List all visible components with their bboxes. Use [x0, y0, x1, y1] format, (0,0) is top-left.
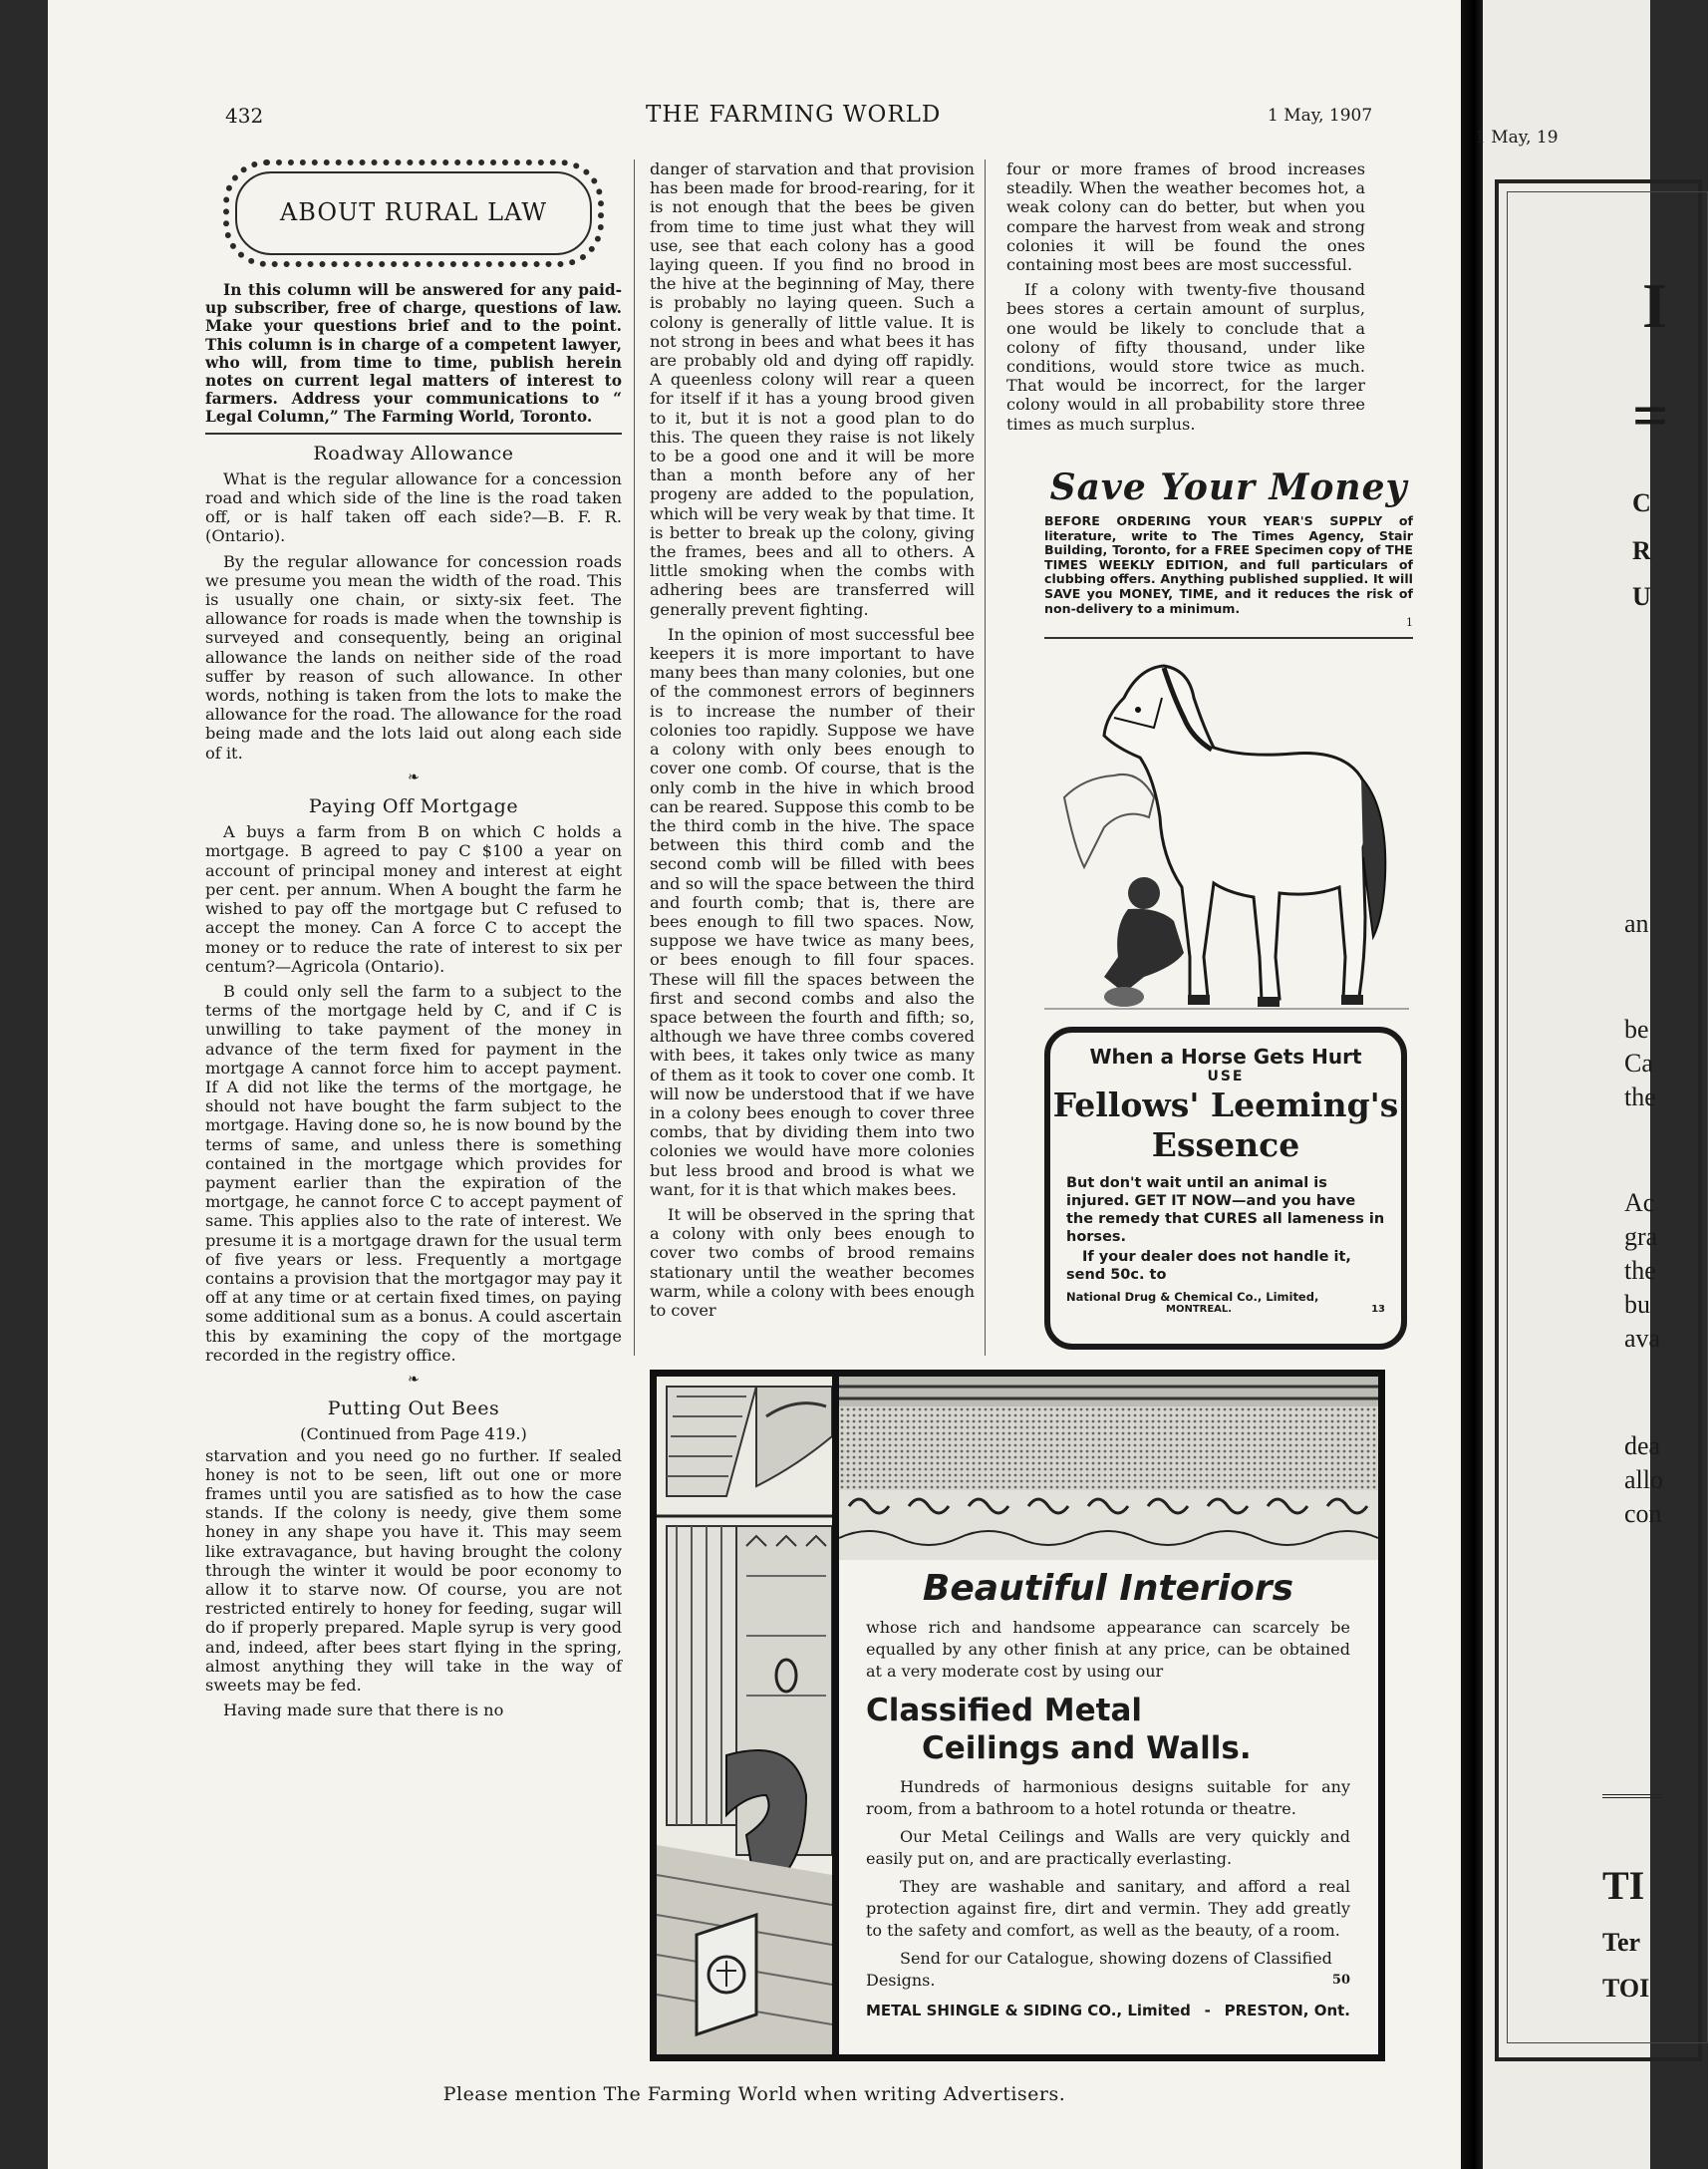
rural-law-intro: In this column will be answered for any paid-up subscriber, free of charge, questions of law. Make your questions brief and to the point. This column is in charge of a competent lawyer, who will, from time to time, publish herein notes on current legal matters of interest to farmers. Address your communications to “ Legal Column,” The Farming World, Toronto. [205, 281, 622, 427]
horse-ad-body: If your dealer does not handle it, send 50c. to [1066, 1249, 1351, 1283]
company-name: METAL SHINGLE & SIDING CO., Limited [866, 2002, 1191, 2019]
facing-fragment: the [1624, 1256, 1656, 1285]
rural-law-box [223, 159, 604, 267]
mortgage-heading: Paying Off Mortgage [308, 795, 519, 818]
product-name: Fellows' Leeming's [1052, 1085, 1399, 1124]
horse-ad-headline: When a Horse Gets Hurt [1089, 1045, 1362, 1069]
interiors-paragraph: whose rich and handsome appearance can scarcely be equalled by any other finish at any price, can be obtained at a very moderate cost by using our [866, 1618, 1350, 1681]
bees-paragraph: four or more frames of brood increases steadily. When the weather becomes hot, a weak colony can do better, but when you compare the harvest from weak and strong colonies it will be found the ones containing most bees are most successful. [1006, 159, 1365, 275]
horse-ad-use: USE [1207, 1069, 1245, 1084]
page [48, 0, 1461, 2169]
running-header [48, 100, 1461, 136]
divider [1044, 637, 1413, 639]
horse-ad-box [1044, 1027, 1407, 1350]
save-money-body: BEFORE ORDERING YOUR YEAR'S SUPPLY of literature, write to The Times Agency, Stair Building, Toronto, for a FREE Specimen copy of THE TIMES WEEKLY EDITION, and full particulars of clubbing offers. Anything published supplied. It will SAVE you MONEY, TIME, and it reduces the risk of non-delivery to a minimum. [1044, 513, 1413, 616]
ceiling-frieze [839, 1377, 1378, 1560]
page-title: THE FARMING WORLD [646, 102, 942, 128]
company-city: PRESTON, Ont. [1224, 2002, 1350, 2019]
product-name: Essence [1151, 1125, 1300, 1164]
horse-ad [1044, 658, 1409, 1348]
facing-fragment: C [1632, 488, 1651, 517]
interiors-ad [650, 1370, 1385, 2061]
interiors-paragraph: Send for our Catalogue, showing dozens of Classified Designs. [866, 1949, 1332, 1990]
bees-continued-note: (Continued from Page 419.) [300, 1424, 527, 1444]
company-name: National Drug & Chemical Co., Limited, [1066, 1290, 1319, 1304]
facing-fragment: = [1632, 380, 1669, 451]
book-gutter [1461, 0, 1483, 2169]
bees-paragraph: danger of starvation and that provision has been made for brood-rearing, for it is not enough that the bees be given from time to time just what they will use, see that each colony has a good laying queen. If you find no brood in the hive at the beginning of May, there is probably no laying queen. Such a colony is generally of little value. It is not strong in bees and what bees it has are probably old and dying off rapidly. A queenless colony will rear a queen for itself if it has a young brood given to it, but it is not a good plan to do this. The queen they raise is not likely to be a good one and it will be more than a month before any of her progeny are added to the population, which will be very weak by that time. It is better to break up the colony, giving the frames, bees and all to others. A little smoking when the combs with adhering bees are transferred will generally prevent fighting. [650, 159, 975, 619]
product-line: Ceilings and Walls. [922, 1730, 1252, 1766]
page-footer: Please mention The Farming World when writing Advertisers. [442, 2083, 1066, 2105]
ad-key: 50 [1331, 1973, 1350, 1988]
facing-fragment: I [1642, 270, 1667, 341]
roadway-answer: By the regular allowance for concession roads we presume you mean the width of the road. This is usually one chain, or sixty-six feet. The allowance for roads is made when the township is surveyed and consequently, being an original allowance the lands on neither side of the road suffer by reason of such allowance. In other words, nothing is taken from the lots to make the allowance for the road. The allowance for the road being made and the lots laid out along each side of it. [205, 551, 622, 763]
facing-rule [1602, 1794, 1662, 1798]
save-money-heading: Save Your Money [1049, 466, 1408, 508]
bees-paragraph: Having made sure that there is no [223, 1701, 504, 1720]
facing-fragment: dea [1624, 1431, 1661, 1460]
ad-key: 13 [1371, 1304, 1385, 1315]
facing-fragment: Ac [1624, 1188, 1655, 1217]
ornament-icon: ❧ [408, 1371, 420, 1388]
horse-ad-body: But don't wait until an animal is injured. GET IT NOW—and you have the remedy that CURES all lameness in horses. [1066, 1175, 1385, 1245]
bees-paragraph: In the opinion of most successful bee keepers it is more important to have many bees than many colonies, but one of the commonest errors of beginners is to increase the number of their colonies too rapidly. Suppose we have a colony with only bees enough to cover one comb. Of course, that is the only comb in the hive in which brood can be reared. Suppose this comb to be the third comb in the hive. The space between this third comb and the second comb will be filled with bees and so will the space between the third and fourth comb; that is, there are bees enough to fill two spaces. Now, suppose we have twice as many bees, or bees enough to fill four spaces. These will fill the spaces between the first and second combs and also the space between the fourth and fifth; so, although we have three combs covered with bees, it takes only twice as many of them as it took to cover one comb. It will now be understood that if we have in a colony bees enough to cover three combs, that by dividing them into two colonies we would have more colonies but less brood and brood is what we want, for it is that which makes bees. [650, 624, 975, 1199]
facing-fragment: ava [1624, 1324, 1661, 1353]
ad-divider-bar [832, 1377, 839, 2054]
facing-fragment: TOI [1602, 1974, 1650, 2003]
facing-fragment: bu [1624, 1290, 1650, 1319]
facing-fragment: allo [1624, 1465, 1663, 1494]
page-number: 432 [225, 104, 264, 128]
interiors-company-line [866, 2002, 1350, 2019]
bees-paragraph: It will be observed in the spring that a colony with only bees enough to cover two combs of brood remains stationary until the weather becomes warm, while a colony with bees enough to cover [650, 1204, 975, 1320]
facing-fragment: the [1624, 1083, 1656, 1111]
ornament-icon: ❧ [408, 769, 420, 785]
rural-law-title: ABOUT RURAL LAW [279, 198, 548, 227]
interiors-heading: Beautiful Interiors [922, 1568, 1294, 1609]
facing-fragment: Ter [1602, 1928, 1641, 1957]
mortgage-question: A buys a farm from B on which C holds a mortgage. B agreed to pay C $100 a year on account of principal money and interest at eight per cent. per annum. When A bought the farm he wished to pay off the mortgage but C refused to accept the money. Can A force C to accept the money or to reduce the rate of interest to six per centum?—Agricola (Ontario). [205, 822, 622, 976]
facing-fragment: R [1632, 536, 1651, 565]
facing-fragment: be [1624, 1015, 1649, 1044]
horse-illustration [1044, 658, 1409, 1037]
horse-ad-city-line [1066, 1304, 1385, 1315]
facing-fragment: an [1624, 909, 1649, 938]
catalogue-line [866, 1948, 1350, 1992]
mortgage-answer: B could only sell the farm to a subject to the terms of the mortgage held by C, and if C is unwilling to take payment of the money in advance of the term fixed for payment in the mortgage A cannot force him to accept payment. If A did not like the terms of the mortgage, he should not have bought the farm subject to the mortgage. Having done so, he is now bound by the terms of same, and unless there is something contained in the mortgage which provides for payment earlier than the expiration of the mortgage, he cannot force C to accept payment of same. This applies also to the rate of interest. We presume it is a mortgage drawn for the usual term of five years or less. Frequently a mortgage contains a provision that the mortgagor may pay it off at any time or at certain fixed times, on paying some additional sum as a bonus. A could ascertain this by examining the copy of the mortgage recorded in the registry office. [205, 981, 622, 1365]
interiors-paragraph: They are washable and sanitary, and afford a real protection against fire, dirt and vermin. They add greatly to the safety and comfort, as well as the beauty, of a room. [866, 1877, 1350, 1940]
product-line: Classified Metal [866, 1693, 1143, 1728]
facing-fragment: gra [1624, 1222, 1658, 1251]
facing-page [1475, 0, 1669, 2169]
column-2 [650, 159, 975, 1326]
separator: - [1204, 2002, 1211, 2019]
ad-key: 1 [1406, 616, 1413, 630]
facing-fragment: con [1624, 1499, 1662, 1528]
facing-fragment: U [1632, 582, 1651, 611]
facing-date: 1 May, 19 [1475, 128, 1559, 148]
facing-fragment: Ca [1624, 1049, 1653, 1078]
interiors-paragraph: Our Metal Ceilings and Walls are very quickly and easily put on, and are practically everlasting. [866, 1827, 1350, 1868]
save-money-ad [1044, 466, 1413, 639]
bees-paragraph: starvation and you need go no further. If sealed honey is not to be seen, lift out one or more frames until you are satisfied as to how the case stands. If the colony is needy, give them some honey in any shape you have it. This may seem like extravagance, but having brought the colony through the winter it would be poor economy to allow it to starve now. Of course, you are not restricted entirely to honey for feeding, sugar will do if properly prepared. Maple syrup is very good and, indeed, after bees start flying in the spring, almost anything they will take in the way of sweets may be fed. [205, 1445, 622, 1696]
facing-frame-inner [1507, 191, 1708, 2043]
roadway-question: What is the regular allowance for a concession road and which side of the line is the road taken off, or is half taken off each side?—B. F. R. (Ontario). [205, 468, 622, 546]
bees-paragraph: If a colony with twenty-five thousand bees stores a certain amount of surplus, one would be likely to conclude that a colony of fifty thousand, under like conditions, would store twice as much. That would be incorrect, for the larger colony would in all probability store three times as much surplus. [1006, 280, 1365, 434]
company-city: MONTREAL. [1166, 1304, 1233, 1315]
facing-fragment: TI [1602, 1863, 1645, 1908]
interiors-ad-text [866, 1560, 1350, 2019]
horse-ad-company-line [1066, 1290, 1385, 1304]
column-rule [985, 159, 986, 1356]
bees-heading: Putting Out Bees [327, 1397, 500, 1420]
divider [205, 433, 622, 435]
column-1 [205, 159, 622, 1725]
roadway-heading: Roadway Allowance [313, 442, 514, 465]
issue-date: 1 May, 1907 [1268, 106, 1373, 126]
interiors-paragraph: Hundreds of harmonious designs suitable for any room, from a bathroom to a hotel rotunda or theatre. [866, 1777, 1350, 1818]
column-3 [1006, 159, 1365, 440]
column-rule [634, 159, 635, 1356]
interior-illustration [657, 1377, 832, 2054]
